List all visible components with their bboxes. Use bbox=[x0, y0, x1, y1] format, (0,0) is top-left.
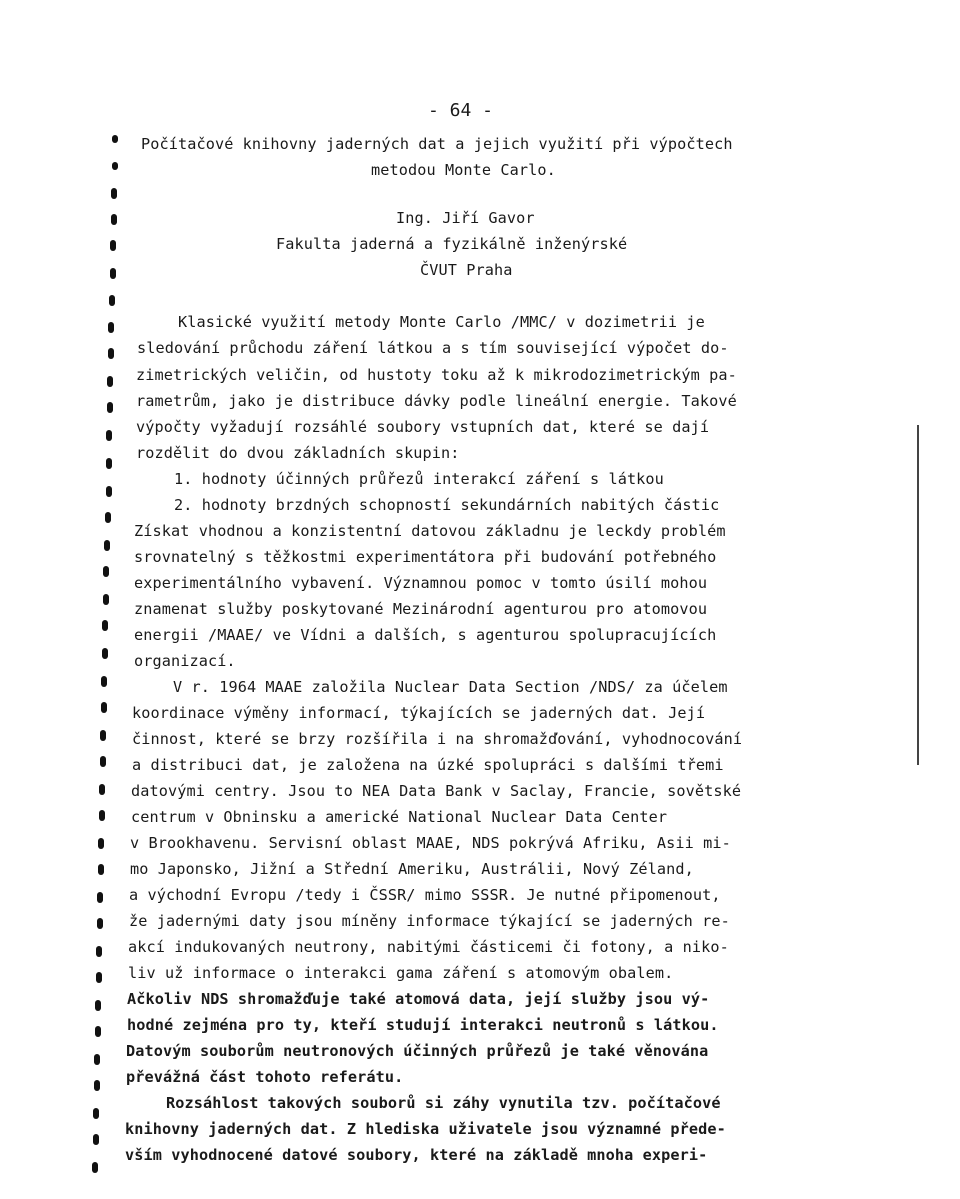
body-line: mo Japonsko, Jižní a Střední Ameriku, Austrálii, Nový Zéland, bbox=[130, 860, 694, 878]
title-line-1: Počítačové knihovny jaderných dat a jejich využití při výpočtech bbox=[141, 135, 733, 153]
body-line: 1. hodnoty účinných průřezů interakcí záření s látkou bbox=[174, 470, 664, 488]
body-line: Ačkoliv NDS shromažďuje také atomová data, její služby jsou vý- bbox=[127, 990, 710, 1008]
body-line: 2. hodnoty brzdných schopností sekundárních nabitých částic bbox=[174, 496, 720, 514]
author-institution: ČVUT Praha bbox=[420, 261, 513, 279]
margin-rule bbox=[917, 425, 919, 765]
body-line: převážná část tohoto referátu. bbox=[126, 1068, 404, 1086]
body-line: znamenat služby poskytované Mezinárodní agenturou pro atomovou bbox=[134, 600, 708, 618]
body-line: Rozsáhlost takových souborů si záhy vynutila tzv. počítačové bbox=[166, 1094, 721, 1112]
body-line: energii /MAAE/ ve Vídni a dalších, s agenturou spolupracujících bbox=[134, 626, 717, 644]
author-name: Ing. Jiří Gavor bbox=[396, 209, 535, 227]
body-line: sledování průchodu záření látkou a s tím související výpočet do- bbox=[137, 339, 729, 357]
title-line-2: metodou Monte Carlo. bbox=[371, 161, 556, 179]
body-line: vším vyhodnocené datové soubory, které na základě mnoha experi- bbox=[125, 1146, 708, 1164]
body-line: a východní Evropu /tedy i ČSSR/ mimo SSSR. Je nutné připomenout, bbox=[129, 886, 721, 904]
body-line: rametrům, jako je distribuce dávky podle lineální energie. Takové bbox=[136, 392, 737, 410]
body-line: činnost, které se brzy rozšířila i na shromažďování, vyhodnocování bbox=[132, 730, 743, 748]
page-number: - 64 - bbox=[428, 100, 494, 121]
body-line: datovými centry. Jsou to NEA Data Bank v Saclay, Francie, sovětské bbox=[131, 782, 742, 800]
body-line: srovnatelný s těžkostmi experimentátora při budování potřebného bbox=[134, 548, 717, 566]
author-faculty: Fakulta jaderná a fyzikálně inženýrské bbox=[276, 235, 628, 253]
body-line: hodné zejména pro ty, kteří studují interakci neutronů s látkou. bbox=[127, 1016, 719, 1034]
body-line: Datovým souborům neutronových účinných průřezů je také věnována bbox=[126, 1042, 709, 1060]
body-line: zimetrických veličin, od hustoty toku až k mikrodozimetrickým pa- bbox=[136, 366, 737, 384]
body-line: V r. 1964 MAAE založila Nuclear Data Section /NDS/ za účelem bbox=[173, 678, 728, 696]
body-line: rozdělit do dvou základních skupin: bbox=[136, 444, 460, 462]
body-line: koordinace výměny informací, týkajících se jaderných dat. Její bbox=[132, 704, 706, 722]
body-line: akcí indukovaných neutrony, nabitými částicemi či fotony, a niko- bbox=[128, 938, 729, 956]
body-line: experimentálního vybavení. Významnou pomoc v tomto úsilí mohou bbox=[134, 574, 708, 592]
body-line: liv už informace o interakci gama záření s atomovým obalem. bbox=[128, 964, 674, 982]
body-line: Získat vhodnou a konzistentní datovou základnu je leckdy problém bbox=[134, 522, 726, 540]
body-line: v Brookhavenu. Servisní oblast MAAE, NDS pokrývá Afriku, Asii mi- bbox=[130, 834, 731, 852]
body-line: organizací. bbox=[134, 652, 236, 670]
body-line: a distribuci dat, je založena na úzké spolupráci s dalšími třemi bbox=[132, 756, 724, 774]
body-line: Klasické využití metody Monte Carlo /MMC/ v dozimetrii je bbox=[178, 313, 705, 331]
body-line: knihovny jaderných dat. Z hlediska uživatele jsou významné přede- bbox=[125, 1120, 726, 1138]
body-line: centrum v Obninsku a americké National Nuclear Data Center bbox=[131, 808, 668, 826]
body-line: výpočty vyžadují rozsáhlé soubory vstupních dat, které se dají bbox=[136, 418, 710, 436]
body-line: že jadernými daty jsou míněny informace týkající se jaderných re- bbox=[129, 912, 730, 930]
